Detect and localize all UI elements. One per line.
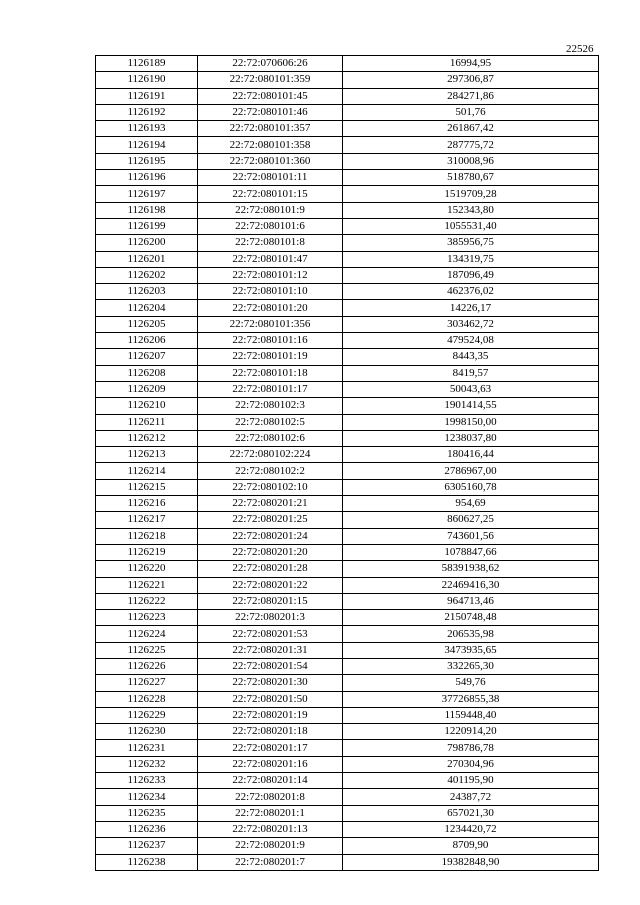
table-row (96, 88, 599, 104)
cadastral-value-cell: 50043,63 (343, 381, 599, 397)
cadastral-number-cell: 22:72:080201:8 (198, 789, 343, 805)
table-row (96, 610, 599, 626)
cadastral-number-cell: 22:72:080101:356 (198, 316, 343, 332)
cadastral-value-cell: 657021,30 (343, 805, 599, 821)
row-number-cell: 1126203 (96, 284, 198, 300)
row-number-cell: 1126220 (96, 561, 198, 577)
row-number-cell: 1126234 (96, 789, 198, 805)
cadastral-value-cell: 401195,90 (343, 773, 599, 789)
cadastral-value-cell: 860627,25 (343, 512, 599, 528)
cadastral-value-cell: 206535,98 (343, 626, 599, 642)
cadastral-value-cell: 518780,67 (343, 170, 599, 186)
table-body (96, 56, 599, 871)
table-row (96, 447, 599, 463)
row-number-cell: 1126189 (96, 56, 198, 72)
cadastral-value-cell: 14226,17 (343, 300, 599, 316)
cadastral-value-cell: 479524,08 (343, 333, 599, 349)
table-row (96, 414, 599, 430)
row-number-cell: 1126219 (96, 544, 198, 560)
table-row (96, 756, 599, 772)
row-number-cell: 1126231 (96, 740, 198, 756)
cadastral-value-cell: 1238037,80 (343, 430, 599, 446)
cadastral-value-cell: 743601,56 (343, 528, 599, 544)
table-row (96, 528, 599, 544)
table-row (96, 773, 599, 789)
row-number-cell: 1126230 (96, 724, 198, 740)
table-row (96, 854, 599, 870)
table-row (96, 284, 599, 300)
table-row (96, 186, 599, 202)
cadastral-number-cell: 22:72:080201:54 (198, 658, 343, 674)
cadastral-number-cell: 22:72:080201:25 (198, 512, 343, 528)
row-number-cell: 1126211 (96, 414, 198, 430)
table-row (96, 267, 599, 283)
cadastral-number-cell: 22:72:080101:45 (198, 88, 343, 104)
cadastral-value-cell: 8419,57 (343, 365, 599, 381)
row-number-cell: 1126235 (96, 805, 198, 821)
row-number-cell: 1126236 (96, 821, 198, 837)
cadastral-value-cell: 6305160,78 (343, 479, 599, 495)
row-number-cell: 1126197 (96, 186, 198, 202)
table-row (96, 740, 599, 756)
row-number-cell: 1126204 (96, 300, 198, 316)
cadastral-value-cell: 270304,96 (343, 756, 599, 772)
cadastral-value-cell: 152343,80 (343, 202, 599, 218)
cadastral-number-cell: 22:72:080101:19 (198, 349, 343, 365)
row-number-cell: 1126237 (96, 838, 198, 854)
cadastral-number-cell: 22:72:080101:16 (198, 333, 343, 349)
cadastral-value-cell: 1901414,55 (343, 398, 599, 414)
table-row (96, 593, 599, 609)
cadastral-value-cell: 3473935,65 (343, 642, 599, 658)
cadastral-value-cell: 2150748,48 (343, 610, 599, 626)
table-row (96, 121, 599, 137)
cadastral-number-cell: 22:72:080201:13 (198, 821, 343, 837)
table-row (96, 463, 599, 479)
cadastral-number-cell: 22:72:080101:6 (198, 218, 343, 234)
table-row (96, 72, 599, 88)
cadastral-number-cell: 22:72:080101:15 (198, 186, 343, 202)
cadastral-value-cell: 310008,96 (343, 153, 599, 169)
table-row (96, 333, 599, 349)
row-number-cell: 1126207 (96, 349, 198, 365)
cadastral-value-cell: 284271,86 (343, 88, 599, 104)
page-number: 22526 (566, 43, 594, 55)
row-number-cell: 1126212 (96, 430, 198, 446)
row-number-cell: 1126232 (96, 756, 198, 772)
table-row (96, 789, 599, 805)
cadastral-value-cell: 134319,75 (343, 251, 599, 267)
row-number-cell: 1126191 (96, 88, 198, 104)
table-row (96, 349, 599, 365)
table-row (96, 707, 599, 723)
cadastral-number-cell: 22:72:080101:20 (198, 300, 343, 316)
cadastral-number-cell: 22:72:080101:358 (198, 137, 343, 153)
cadastral-number-cell: 22:72:080201:22 (198, 577, 343, 593)
row-number-cell: 1126194 (96, 137, 198, 153)
row-number-cell: 1126217 (96, 512, 198, 528)
cadastral-number-cell: 22:72:080102:10 (198, 479, 343, 495)
cadastral-value-cell: 964713,46 (343, 593, 599, 609)
cadastral-value-cell: 261867,42 (343, 121, 599, 137)
row-number-cell: 1126209 (96, 381, 198, 397)
cadastral-value-cell: 1220914,20 (343, 724, 599, 740)
row-number-cell: 1126224 (96, 626, 198, 642)
row-number-cell: 1126205 (96, 316, 198, 332)
cadastral-number-cell: 22:72:080201:21 (198, 496, 343, 512)
table-row (96, 381, 599, 397)
row-number-cell: 1126206 (96, 333, 198, 349)
table-row (96, 805, 599, 821)
row-number-cell: 1126213 (96, 447, 198, 463)
cadastral-number-cell: 22:72:080201:24 (198, 528, 343, 544)
cadastral-number-cell: 22:72:080101:11 (198, 170, 343, 186)
row-number-cell: 1126223 (96, 610, 198, 626)
cadastral-value-cell: 1078847,66 (343, 544, 599, 560)
cadastral-number-cell: 22:72:080201:53 (198, 626, 343, 642)
cadastral-value-cell: 22469416,30 (343, 577, 599, 593)
cadastral-value-cell: 385956,75 (343, 235, 599, 251)
cadastral-value-cell: 19382848,90 (343, 854, 599, 870)
row-number-cell: 1126198 (96, 202, 198, 218)
cadastral-number-cell: 22:72:080101:9 (198, 202, 343, 218)
table-row (96, 137, 599, 153)
table-row (96, 56, 599, 72)
cadastral-number-cell: 22:72:080101:8 (198, 235, 343, 251)
cadastral-value-cell: 501,76 (343, 104, 599, 120)
cadastral-number-cell: 22:72:080201:1 (198, 805, 343, 821)
cadastral-value-cell: 187096,49 (343, 267, 599, 283)
row-number-cell: 1126229 (96, 707, 198, 723)
row-number-cell: 1126216 (96, 496, 198, 512)
table-row (96, 512, 599, 528)
cadastral-value-cell: 1159448,40 (343, 707, 599, 723)
cadastral-number-cell: 22:72:080201:19 (198, 707, 343, 723)
cadastral-value-cell: 37726855,38 (343, 691, 599, 707)
cadastral-number-cell: 22:72:080101:360 (198, 153, 343, 169)
table-row (96, 821, 599, 837)
cadastral-number-cell: 22:72:080201:18 (198, 724, 343, 740)
row-number-cell: 1126192 (96, 104, 198, 120)
cadastral-value-cell: 287775,72 (343, 137, 599, 153)
cadastral-number-cell: 22:72:080102:224 (198, 447, 343, 463)
cadastral-number-cell: 22:72:080101:10 (198, 284, 343, 300)
table-row (96, 218, 599, 234)
cadastral-number-cell: 22:72:080101:46 (198, 104, 343, 120)
row-number-cell: 1126226 (96, 658, 198, 674)
cadastral-value-table (95, 55, 599, 871)
cadastral-value-cell: 798786,78 (343, 740, 599, 756)
cadastral-number-cell: 22:72:080101:359 (198, 72, 343, 88)
row-number-cell: 1126193 (96, 121, 198, 137)
cadastral-value-cell: 303462,72 (343, 316, 599, 332)
row-number-cell: 1126210 (96, 398, 198, 414)
cadastral-number-cell: 22:72:080201:30 (198, 675, 343, 691)
row-number-cell: 1126190 (96, 72, 198, 88)
table-row (96, 251, 599, 267)
table-row (96, 153, 599, 169)
cadastral-value-cell: 180416,44 (343, 447, 599, 463)
cadastral-number-cell: 22:72:080102:6 (198, 430, 343, 446)
row-number-cell: 1126228 (96, 691, 198, 707)
cadastral-number-cell: 22:72:080201:20 (198, 544, 343, 560)
table-row (96, 642, 599, 658)
cadastral-value-cell: 2786967,00 (343, 463, 599, 479)
cadastral-value-cell: 297306,87 (343, 72, 599, 88)
table-row (96, 104, 599, 120)
cadastral-value-cell: 8709,90 (343, 838, 599, 854)
row-number-cell: 1126222 (96, 593, 198, 609)
cadastral-number-cell: 22:72:080201:3 (198, 610, 343, 626)
table-row (96, 300, 599, 316)
row-number-cell: 1126221 (96, 577, 198, 593)
table-row (96, 577, 599, 593)
table-row (96, 398, 599, 414)
table-row (96, 561, 599, 577)
cadastral-number-cell: 22:72:080102:3 (198, 398, 343, 414)
row-number-cell: 1126214 (96, 463, 198, 479)
cadastral-value-cell: 1234420,72 (343, 821, 599, 837)
cadastral-number-cell: 22:72:080201:50 (198, 691, 343, 707)
cadastral-number-cell: 22:72:080101:357 (198, 121, 343, 137)
cadastral-number-cell: 22:72:080102:2 (198, 463, 343, 479)
row-number-cell: 1126195 (96, 153, 198, 169)
table-row (96, 626, 599, 642)
table-row (96, 496, 599, 512)
table-row (96, 235, 599, 251)
cadastral-value-cell: 549,76 (343, 675, 599, 691)
table-row (96, 365, 599, 381)
row-number-cell: 1126202 (96, 267, 198, 283)
row-number-cell: 1126225 (96, 642, 198, 658)
cadastral-number-cell: 22:72:080201:28 (198, 561, 343, 577)
table-row (96, 691, 599, 707)
table-row (96, 724, 599, 740)
row-number-cell: 1126227 (96, 675, 198, 691)
cadastral-value-cell: 462376,02 (343, 284, 599, 300)
cadastral-number-cell: 22:72:080201:31 (198, 642, 343, 658)
row-number-cell: 1126238 (96, 854, 198, 870)
cadastral-number-cell: 22:72:080102:5 (198, 414, 343, 430)
row-number-cell: 1126196 (96, 170, 198, 186)
row-number-cell: 1126199 (96, 218, 198, 234)
cadastral-number-cell: 22:72:080101:17 (198, 381, 343, 397)
cadastral-number-cell: 22:72:080201:16 (198, 756, 343, 772)
cadastral-value-cell: 1055531,40 (343, 218, 599, 234)
cadastral-number-cell: 22:72:080201:7 (198, 854, 343, 870)
cadastral-value-cell: 1519709,28 (343, 186, 599, 202)
table-row (96, 316, 599, 332)
cadastral-number-cell: 22:72:070606:26 (198, 56, 343, 72)
row-number-cell: 1126215 (96, 479, 198, 495)
table-row (96, 675, 599, 691)
table-row (96, 202, 599, 218)
table-row (96, 430, 599, 446)
cadastral-number-cell: 22:72:080201:17 (198, 740, 343, 756)
table-row (96, 544, 599, 560)
cadastral-value-cell: 332265,30 (343, 658, 599, 674)
cadastral-value-cell: 954,69 (343, 496, 599, 512)
cadastral-number-cell: 22:72:080201:15 (198, 593, 343, 609)
cadastral-number-cell: 22:72:080201:14 (198, 773, 343, 789)
row-number-cell: 1126200 (96, 235, 198, 251)
row-number-cell: 1126201 (96, 251, 198, 267)
cadastral-number-cell: 22:72:080101:12 (198, 267, 343, 283)
cadastral-number-cell: 22:72:080201:9 (198, 838, 343, 854)
cadastral-value-cell: 58391938,62 (343, 561, 599, 577)
cadastral-number-cell: 22:72:080101:47 (198, 251, 343, 267)
cadastral-value-cell: 8443,35 (343, 349, 599, 365)
row-number-cell: 1126208 (96, 365, 198, 381)
table-row (96, 479, 599, 495)
cadastral-value-cell: 1998150,00 (343, 414, 599, 430)
cadastral-value-cell: 24387,72 (343, 789, 599, 805)
table-row (96, 170, 599, 186)
table-row (96, 658, 599, 674)
table-row (96, 838, 599, 854)
cadastral-value-cell: 16994,95 (343, 56, 599, 72)
row-number-cell: 1126218 (96, 528, 198, 544)
cadastral-number-cell: 22:72:080101:18 (198, 365, 343, 381)
row-number-cell: 1126233 (96, 773, 198, 789)
